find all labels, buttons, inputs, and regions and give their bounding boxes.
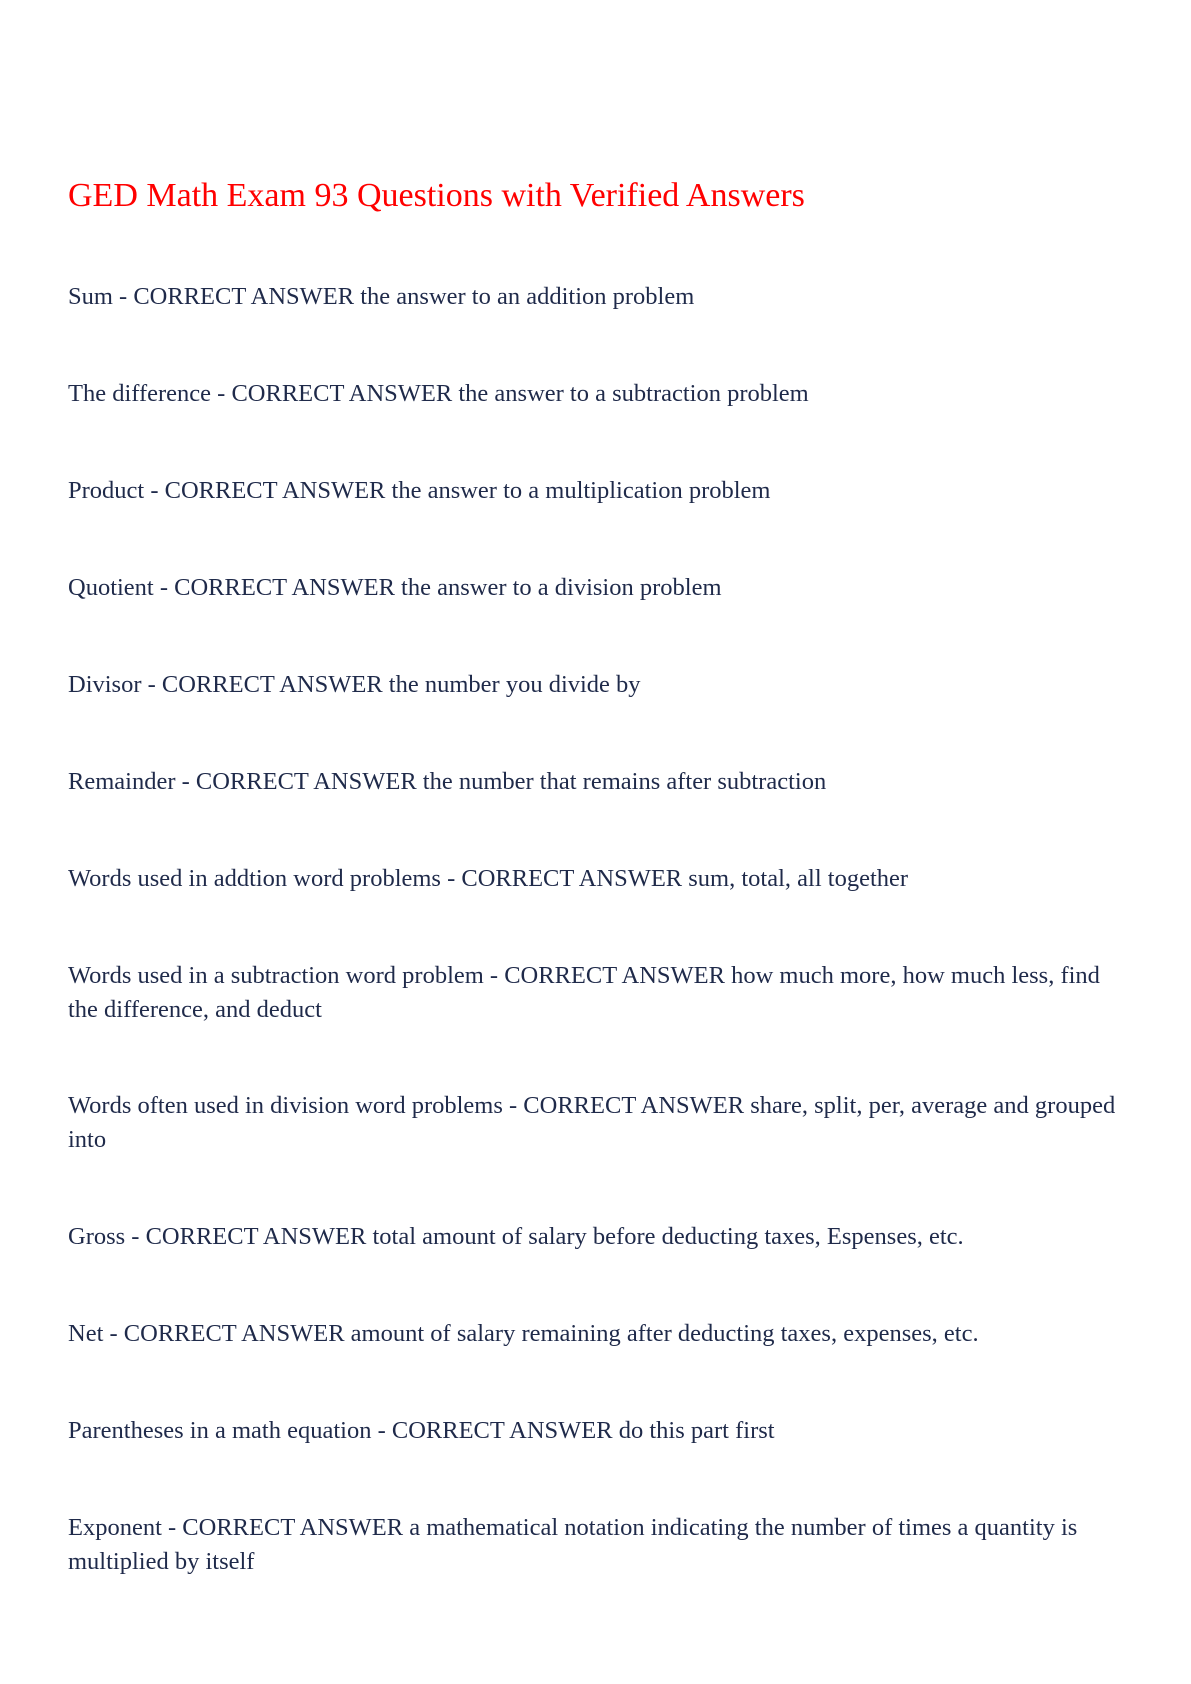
qa-item-product: Product - CORRECT ANSWER the answer to a multiplication problem: [68, 477, 771, 504]
qa-item-difference: The difference - CORRECT ANSWER the answer to a subtraction problem: [68, 380, 809, 407]
qa-item-addition-words: Words used in addtion word problems - CORRECT ANSWER sum, total, all together: [68, 865, 909, 892]
document-title: GED Math Exam 93 Questions with Verified Answers: [68, 177, 805, 214]
qa-item-remainder: Remainder - CORRECT ANSWER the number that remains after subtraction: [68, 768, 827, 795]
qa-item-gross: Gross - CORRECT ANSWER total amount of salary before deducting taxes, Espenses, etc.: [68, 1223, 964, 1250]
qa-item-divisor: Divisor - CORRECT ANSWER the number you divide by: [68, 671, 641, 698]
qa-item-quotient: Quotient - CORRECT ANSWER the answer to a division problem: [68, 574, 722, 601]
qa-item-subtraction-words: Words used in a subtraction word problem - CORRECT ANSWER how much more, how much less, find the difference, and deduct: [68, 962, 1100, 1023]
qa-item-sum: Sum - CORRECT ANSWER the answer to an addition problem: [68, 283, 695, 310]
qa-item-parentheses: Parentheses in a math equation - CORRECT ANSWER do this part first: [68, 1417, 775, 1444]
qa-item-division-words: Words often used in division word problems - CORRECT ANSWER share, split, per, average and grouped into: [68, 1092, 1116, 1153]
qa-item-exponent: Exponent - CORRECT ANSWER a mathematical notation indicating the number of times a quantity is multiplied by itself: [68, 1514, 1078, 1575]
qa-item-net: Net - CORRECT ANSWER amount of salary remaining after deducting taxes, expenses, etc.: [68, 1320, 979, 1347]
